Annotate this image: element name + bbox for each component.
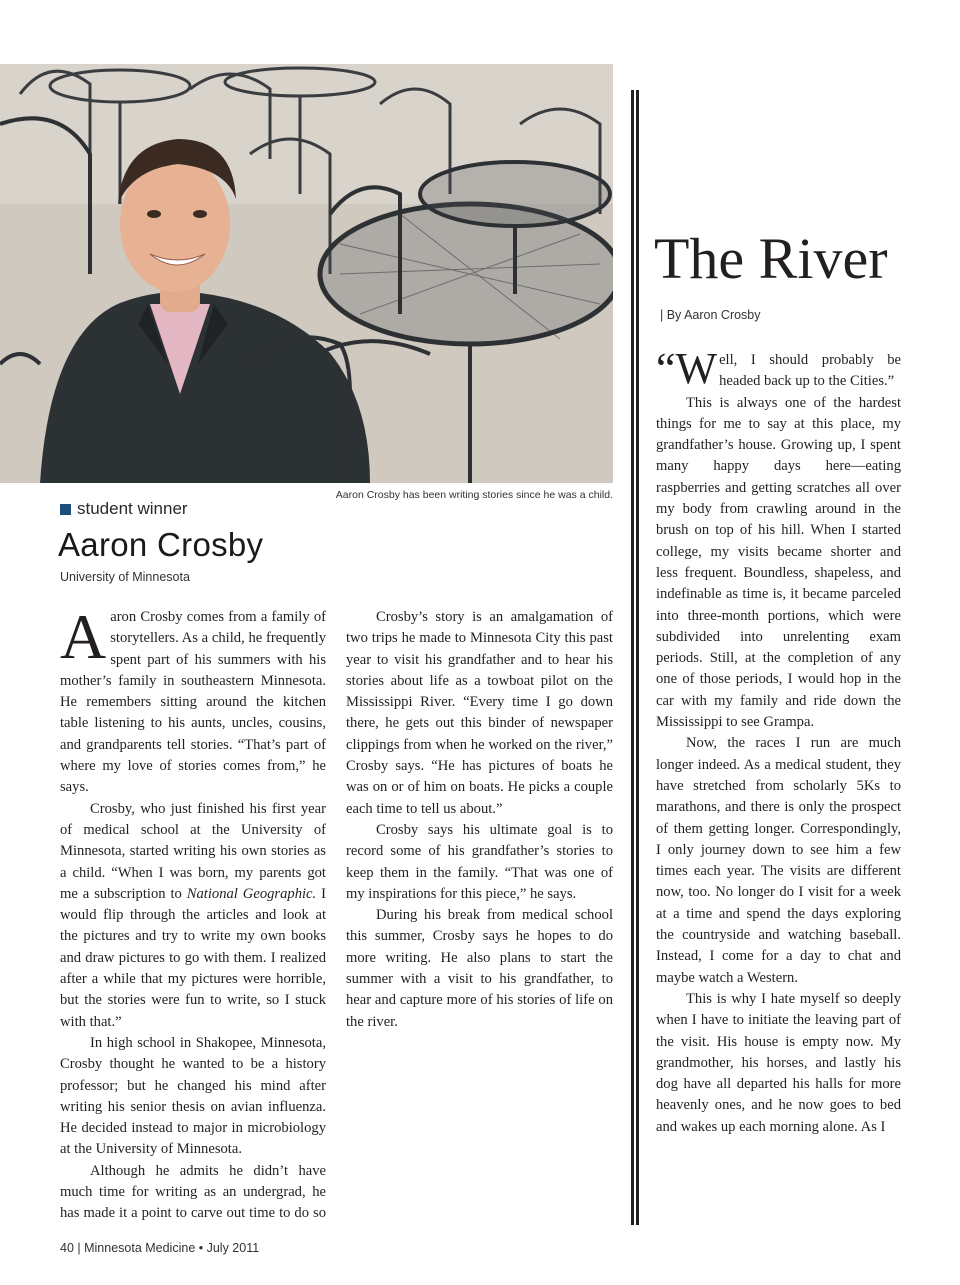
page-footer: 40 | Minnesota Medicine • July 2011 bbox=[60, 1241, 260, 1255]
profile-name: Aaron Crosby bbox=[58, 526, 264, 563]
article-text: I would flip through the articles and look at the pictures and try to write my own books and draw pictures to go with them. I realized after a while that my pictures were horrible, but the stories were fun to write, so I stuck with that.” bbox=[60, 885, 326, 1030]
article-text: Although he admits he didn’t have much time for writing as an undergrad, he has made it a point to carve out time to do so bbox=[60, 1162, 326, 1222]
essay-byline: | By Aaron Crosby bbox=[660, 308, 761, 322]
article-paragraph: In high school in Shakopee, Minnesota, Crosby thought he wanted to be a history professor; but he changed his mind after writing his senior thesis on avian influenza. He decided instead to major in microbiology at the University of Minnesota. bbox=[60, 1034, 326, 1158]
article-paragraph bbox=[60, 1161, 326, 1227]
article-paragraph bbox=[60, 607, 326, 799]
section-kicker bbox=[60, 499, 188, 519]
article-column-1 bbox=[60, 607, 326, 1227]
article-paragraph bbox=[60, 799, 326, 1033]
kicker-square-icon bbox=[60, 504, 71, 515]
drop-cap: A bbox=[60, 607, 107, 672]
article-paragraph: Crosby says his ultimate goal is to record some of his grandfather’s stories to keep them in the family. “That was one of my inspirations for this piece,” he says. bbox=[346, 821, 613, 902]
kicker-label: student winner bbox=[77, 499, 188, 518]
essay-column bbox=[656, 350, 901, 1230]
article-paragraph: During his break from medical school this summer, Crosby says he hopes to do more writing. He also plans to start the summer with a visit to his grandfather, to hear and capture more of his stories of life on the river. bbox=[346, 907, 613, 1030]
essay-paragraph bbox=[656, 350, 901, 393]
column-divider bbox=[636, 90, 639, 1225]
article-paragraph: Crosby’s story is an amalgamation of two trips he made to Minnesota City this past year to visit his grandfather and to hear his stories about life as a towboat pilot on the Mississippi River. “Every time I go down there, he gets out this binder of newspaper clippings from when he worked on the river,” Crosby says. “He has pictures of boats he was on or of him on boats. He picks a couple each time to tell us about.” bbox=[346, 609, 613, 817]
essay-paragraph: Now, the races I run are much longer indeed. As a medical student, they have stretched from scholarly 5Ks to marathons, and there is only the prospect of them getting longer. Correspondingly, I only journey down to see him a few times each year. The visits are different now, too. No longer do I visit for a week at a time and spend the days exploring the countryside and watching baseball. Instead, I come for a day to chat and maybe watch a Western. bbox=[656, 735, 901, 986]
article-column-2 bbox=[346, 607, 613, 1227]
article-text: Crosby, who just finished his first year of medical school at the University of Minnesota, started writing his own stories as a child. “When I was born, my parents got me a subscription to bbox=[60, 800, 326, 902]
essay-text: ell, I should probably be headed back up to the Cities.” bbox=[719, 352, 901, 390]
essay-paragraph: This is why I hate myself so deeply when I have to initiate the leaving part of the visit. His house is empty now. My grandmother, his horses, and lastly his dog have all departed his halls for more heavenly ones, and he now goes to bed and wakes up each morning alone. As I bbox=[656, 990, 901, 1135]
photo-caption: Aaron Crosby has been writing stories since he was a child. bbox=[335, 489, 613, 501]
essay-paragraph: This is always one of the hardest things for me to say at this place, my grandfather’s house. Growing up, I spent many happy days here—eating raspberries and getting scratches all over my body from crawling around in the brush on top of his hill. When I started college, my visits became shorter and less frequent. Boundless, shapeless, and indefinable as time is, it became parceled into three-month portions, which were subdivided into unrelenting exam periods. Still, at the completion of any one of those periods, I would hop in the car with my family and ride down the Mississippi to see Grampa. bbox=[656, 394, 901, 731]
article-text: aron Crosby comes from a family of storytellers. As a child, he frequently spent part of his summers with his mother’s family in southeastern Minnesota. He remembers sitting around the kitchen table listening to his aunts, uncles, cousins, and grandparents tell stories. “That’s part of where my love of stories comes from,” he says. bbox=[60, 609, 326, 796]
column-divider bbox=[631, 90, 634, 1225]
magazine-title: National Geographic. bbox=[186, 885, 317, 902]
profile-photo bbox=[0, 64, 613, 483]
essay-title: The River bbox=[654, 226, 888, 291]
profile-affiliation: University of Minnesota bbox=[60, 570, 190, 584]
photo-illustration bbox=[0, 64, 613, 483]
quote-drop-cap: “W bbox=[656, 350, 718, 393]
